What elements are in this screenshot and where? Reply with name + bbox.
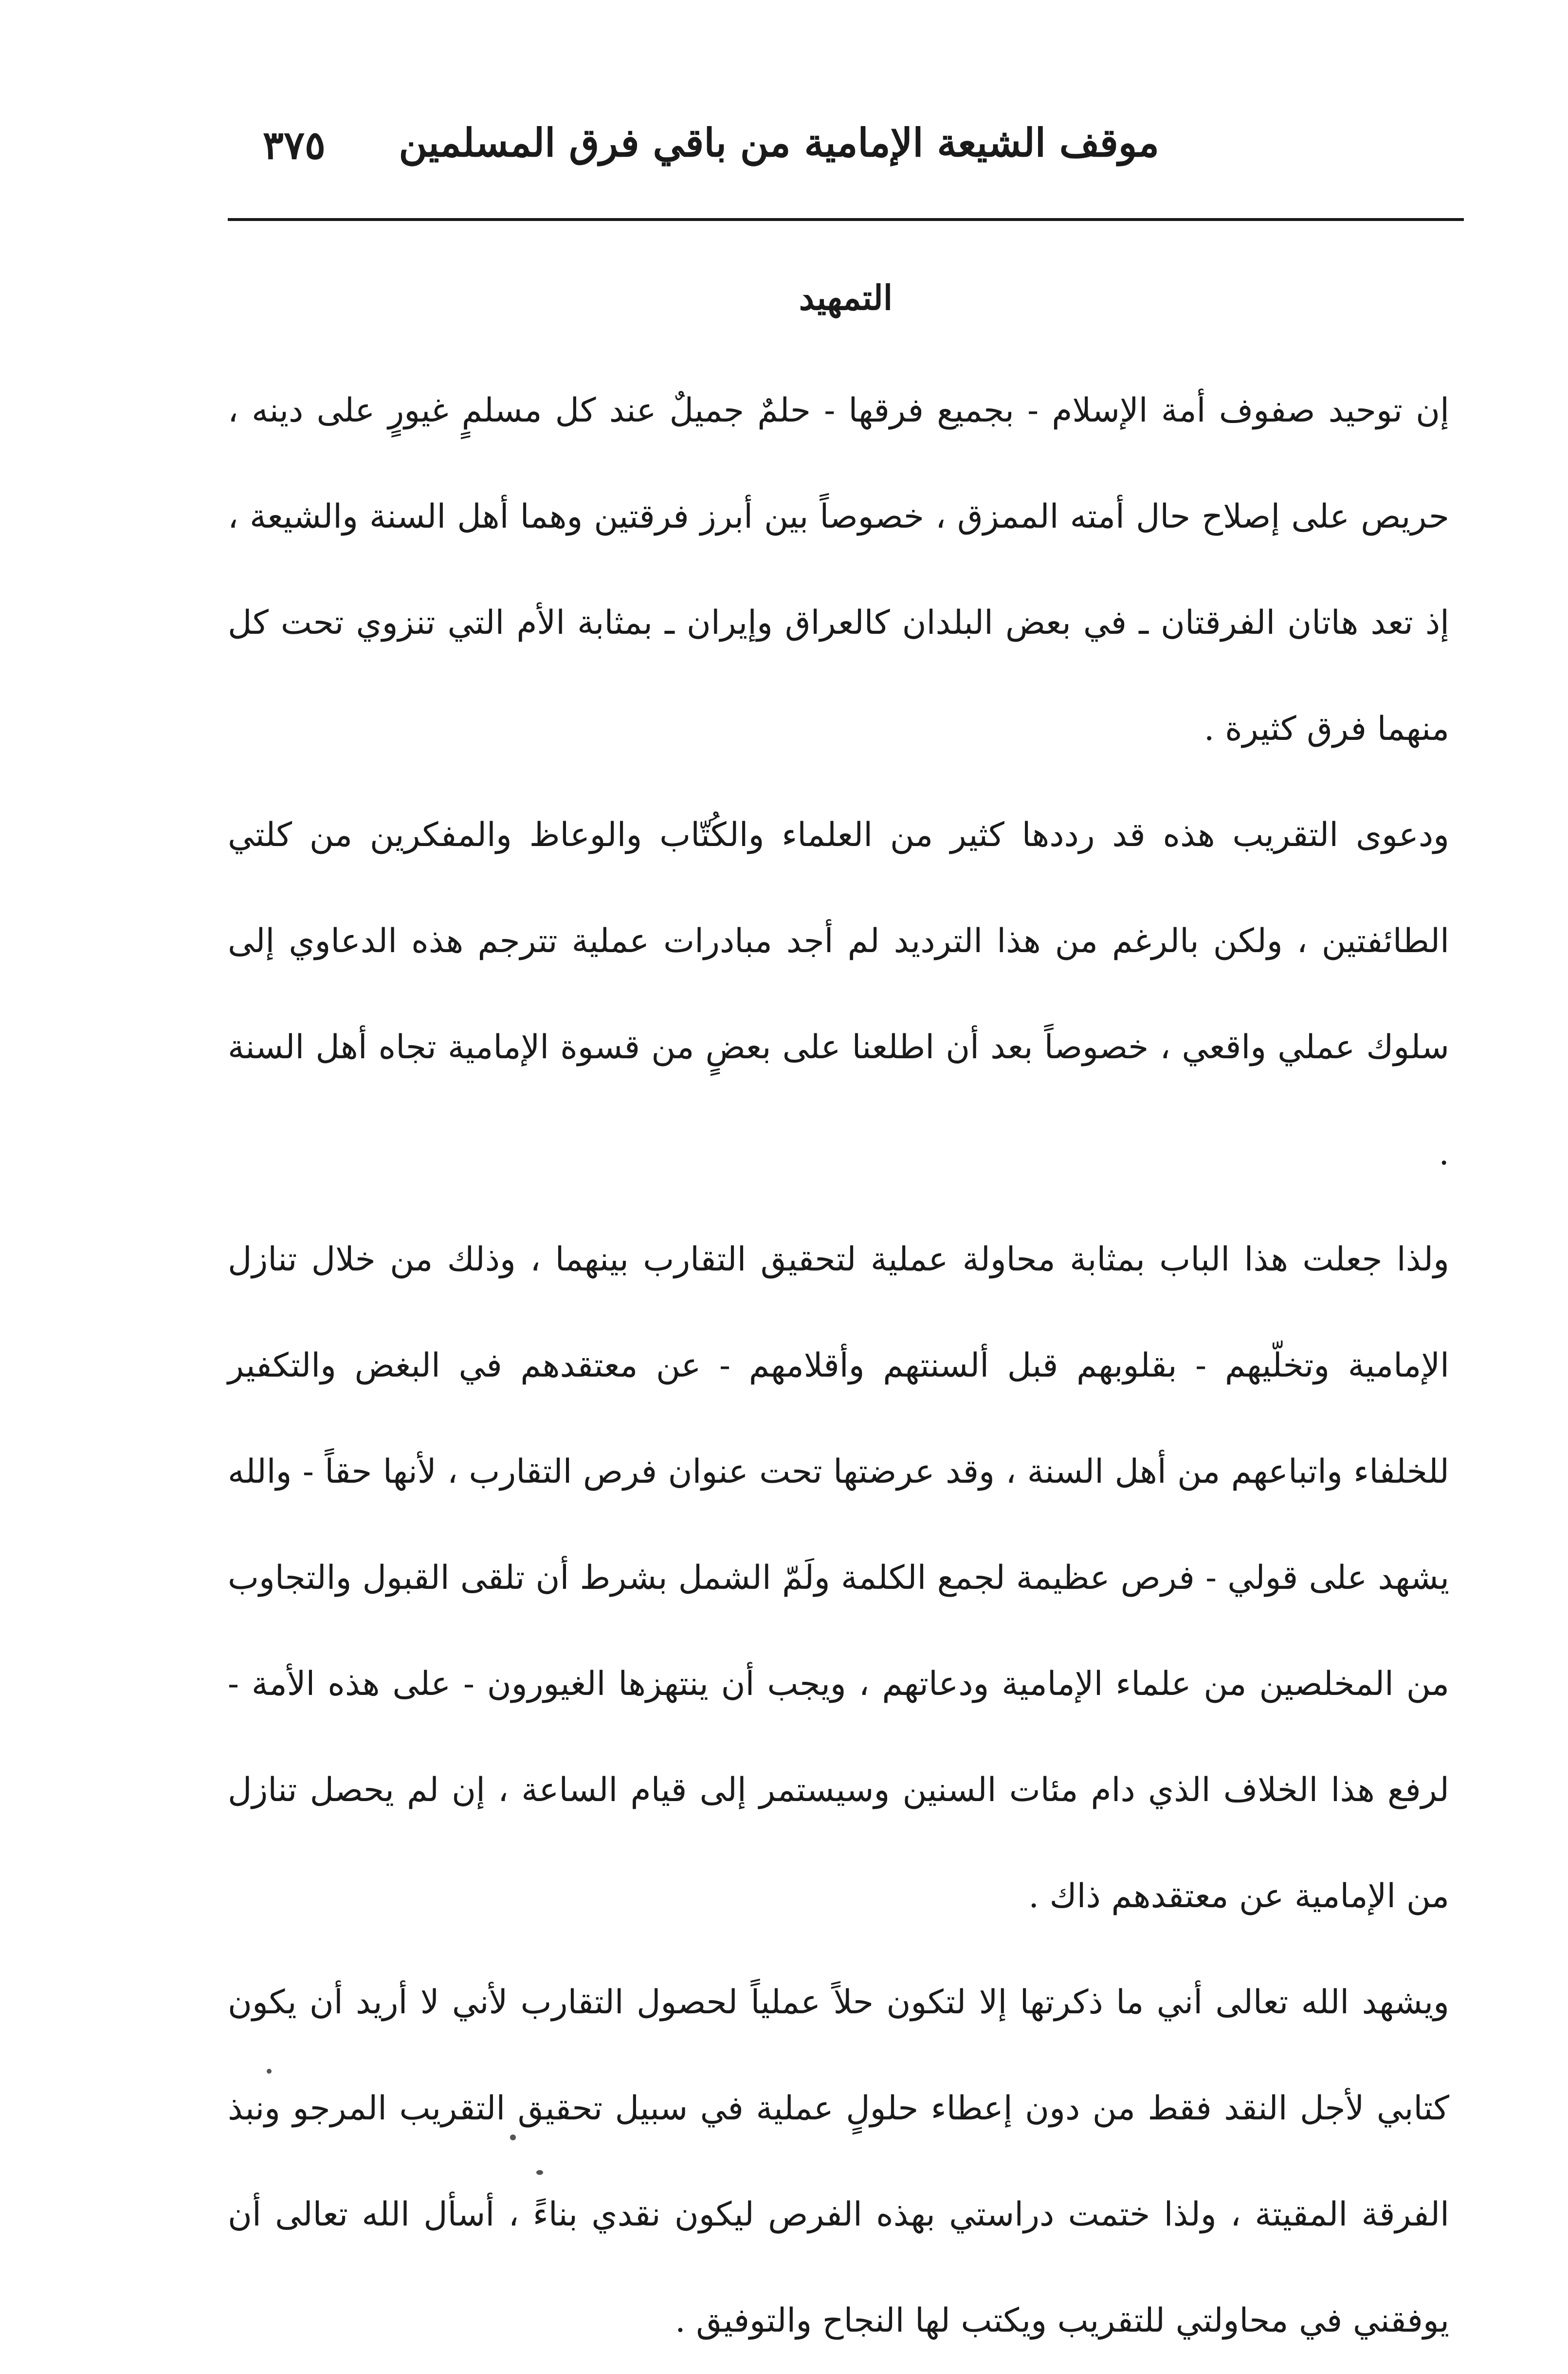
paragraph-1: إن توحيد صفوف أمة الإسلام - بجميع فرقها - حلمٌ جميلٌ عند كل مسلمٍ غيورٍ على دينه ، حريص على إصلاح حال أمته الممزق ، خصوصاً بين أبرز فرقتين وهما أهل السنة والشيعة ، إذ تعد هاتان الفرقتان ـ في بعض البلدان كالعراق وإيران ـ بمثابة الأم التي تنزوي تحت كل منهما فرق كثيرة . (228, 391, 1449, 748)
paragraph-3: ولذا جعلت هذا الباب بمثابة محاولة عملية لتحقيق التقارب بينهما ، وذلك من خلال تنازل الإمامية وتخلّيهم - بقلوبهم قبل ألسنتهم وأقلامهم - عن معتقدهم في البغض والتكفير للخلفاء واتباعهم من أهل السنة ، وقد عرضتها تحت عنوان فرص التقارب ، لأنها حقاً - والله يشهد على قولي - فرص عظيمة لجمع الكلمة ولَمّ الشمل بشرط أن تلقى القبول والتجاوب من المخلصين من علماء الإمامية ودعاتهم ، ويجب أن ينتهزها الغيورون - على هذه الأمة - لرفع هذا الخلاف الذي دام مئات السنين وسيستمر إلى قيام الساعة ، إن لم يحصل تنازل من الإمامية عن معتقدهم ذاك . (228, 1240, 1449, 1915)
scan-speck (510, 2135, 516, 2140)
header-divider (228, 218, 1464, 221)
running-title: موقف الشيعة الإمامية من باقي فرق المسلمين (399, 120, 1159, 166)
body-text (228, 358, 1449, 2340)
scan-speck (536, 2170, 543, 2175)
section-heading: التمهيد (799, 277, 893, 318)
scan-speck (267, 2069, 272, 2074)
page-number: ٣٧٥ (263, 122, 326, 168)
paragraph-2: ودعوى التقريب هذه قد رددها كثير من العلماء والكُتّاب والوعاظ والمفكرين من كلتي الطائفتين ، ولكن بالرغم من هذا الترديد لم أجد مبادرات عملية تترجم هذه الدعاوي إلى سلوك عملي واقعي ، خصوصاً بعد أن اطلعنا على بعضٍ من قسوة الإمامية تجاه أهل السنة . (228, 816, 1449, 1173)
paragraph-4: ويشهد الله تعالى أني ما ذكرتها إلا لتكون حلاً عملياً لحصول التقارب لأني لا أريد أن يكون كتابي لأجل النقد فقط من دون إعطاء حلولٍ عملية في سبيل تحقيق التقريب المرجو ونبذ الفرقة المقيتة ، ولذا ختمت دراستي بهذه الفرص ليكون نقدي بناءً ، أسأل الله تعالى أن يوفقني في محاولتي للتقريب ويكتب لها النجاح والتوفيق . (228, 1983, 1449, 2340)
